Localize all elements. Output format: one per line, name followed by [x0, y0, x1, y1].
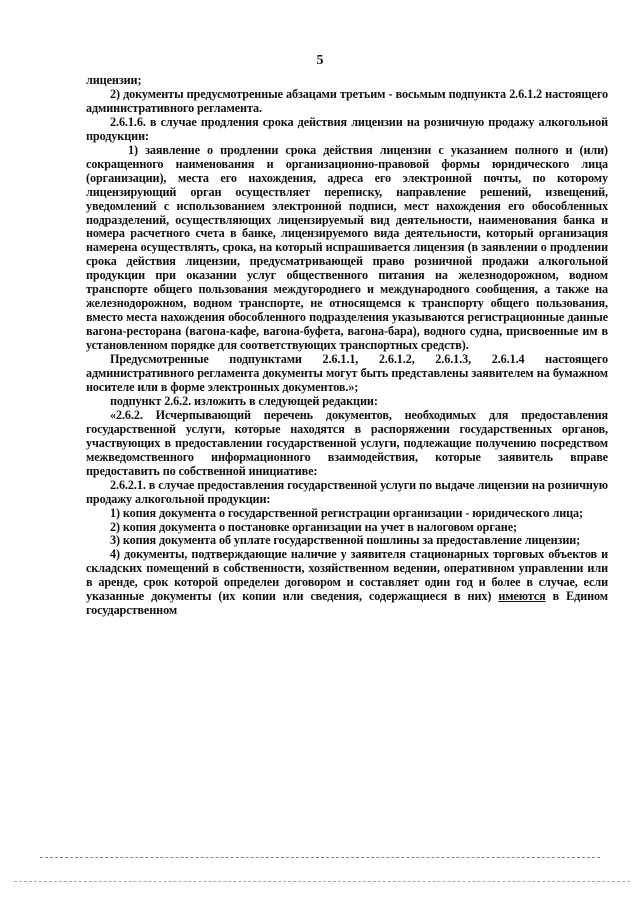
underlined-word: имеются: [498, 589, 546, 604]
paragraph: 1) заявление о продлении срока действия лицензии с указанием полного и (или) сокращенного наименования и организационно-правовой формы юридического лица (организации), места его нахождения, адреса его электронной почты, по которому лицензирующий орган осуществляет переписку, направление решений, извещений, уведомлений с использованием электронной подписи, мест нахождения его обособленных подразделений, осуществляющих лицензируемый вид деятельности, наименования банка и номера расчетного счета в банке, лицензируемого вида деятельности, который организация намерена осуществлять, срока, на который испрашивается лицензия (в заявлении о продлении срока действия лицензии, предусматривающей право розничной продажи алкогольной продукции при оказании услуг общественного питания на железнодорожном, водном транспорте общего пользования междугороднего и международного сообщения, а также на железнодорожном, водном транспорте, не относящемся к транспорту общего пользования, вместо места нахождения обособленного подразделения указываются регистрационные данные вагона-ресторана (вагона-кафе, вагона-буфета, вагона-бара), водного судна, присвоенные им в установленном порядке для соответствующих транспортных средств).: [86, 142, 608, 353]
scan-artifact-line: [40, 857, 600, 858]
paragraph: подпункт 2.6.2. изложить в следующей редакции:: [110, 393, 378, 408]
paragraph-text: 4) документы, подтверждающие наличие у заявителя стационарных торговых объектов и складских помещений в собственности, хозяйственном ведении, оперативном управлении или в аренде, срок которой определен договором и составляет один год и более в случае, если указанные документы (их копии или сведения, содержащиеся в них): [86, 547, 608, 604]
paragraph: 2) копия документа о постановке организации на учет в налоговом органе;: [110, 519, 517, 534]
scan-artifact-line: [14, 881, 630, 882]
page-number: 5: [316, 53, 324, 68]
paragraph: лицензии;: [86, 73, 142, 87]
paragraph: 2.6.2.1. в случае предоставления государственной услуги по выдаче лицензии на розничную продажу алкогольной продукции:: [86, 477, 608, 506]
document-body: [86, 74, 608, 618]
paragraph: 2.6.1.6. в случае продления срока действия лицензии на розничную продажу алкогольной продукции:: [86, 114, 608, 143]
paragraph: 2) документы предусмотренные абзацами третьим - восьмым подпункта 2.6.1.2 настоящего административного регламента.: [86, 86, 608, 115]
paragraph: Предусмотренные подпунктами 2.6.1.1, 2.6.1.2, 2.6.1.3, 2.6.1.4 настоящего административного регламента документы могут быть представлены заявителем на бумажном носителе или в форме электронных документов.»;: [86, 352, 608, 394]
paragraph-text: в Едином государственном: [86, 589, 608, 618]
paragraph-last: [86, 548, 608, 618]
paragraph: «2.6.2. Исчерпывающий перечень документов, необходимых для предоставления государственной услуги, которые находятся в распоряжении государственных органов, участвующих в предоставлении государственной услуги, подлежащие получению посредством межведомственного информационного взаимодействия, которые заявитель вправе предоставить по собственной инициативе:: [86, 407, 608, 478]
paragraph: 3) копия документа об уплате государственной пошлины за предоставление лицензии;: [110, 533, 581, 548]
paragraph: 1) копия документа о государственной регистрации организации - юридического лица;: [110, 505, 583, 520]
